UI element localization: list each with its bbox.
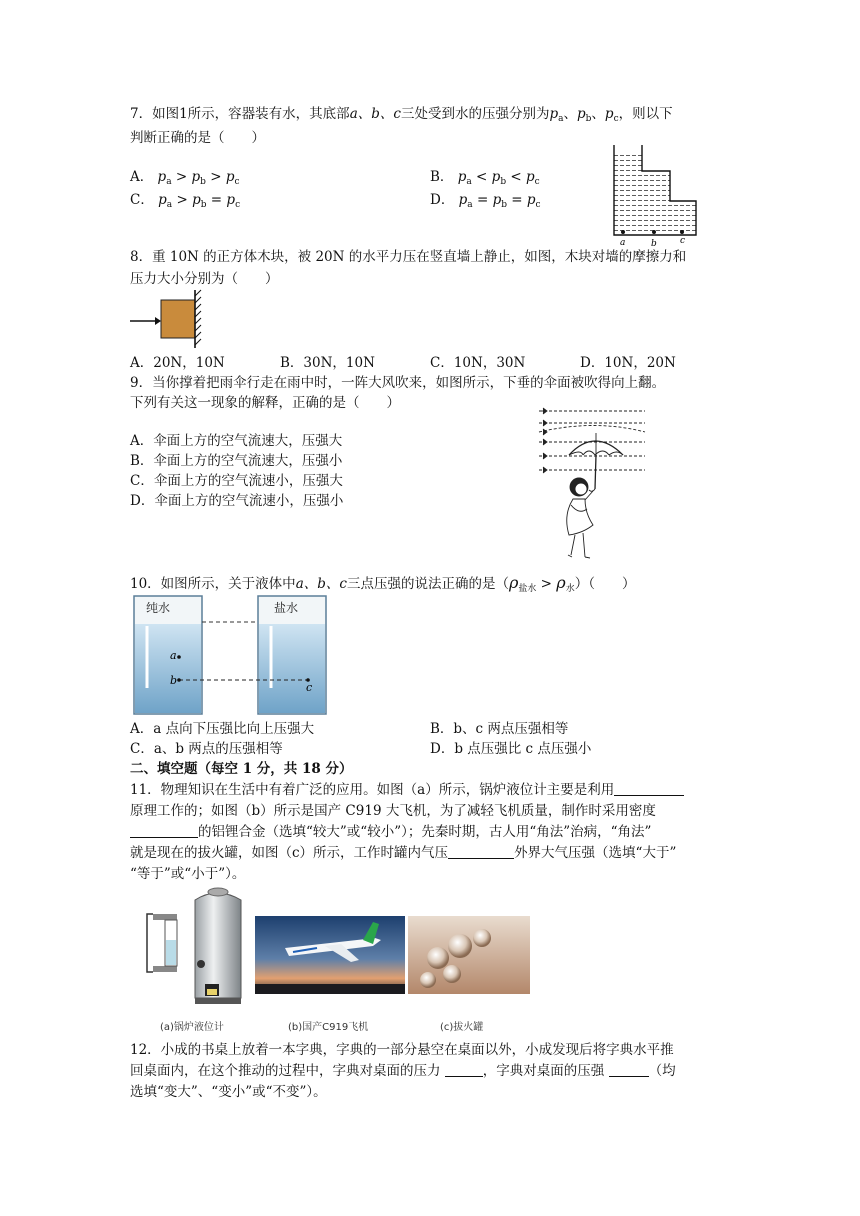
q11-caption-c: (c)拔火罐 [440, 1022, 484, 1033]
q11-line4: 就是现在的拔火罐，如图（c）所示，工作时罐内气压 外界大气压强（选填“大于” [130, 845, 677, 861]
q10-point-b: b [170, 674, 178, 687]
q10-option-d[interactable]: D．b 点压强比 c 点压强小 [430, 741, 592, 757]
q7-pb: p [576, 106, 586, 122]
q10-point-c: c [306, 681, 313, 694]
q11-blank-3[interactable] [448, 844, 514, 859]
q12-line3: 选填“变大”、“变小”或“不变”）。 [130, 1084, 327, 1100]
q11-caption-a: (a)锅炉液位计 [160, 1022, 224, 1033]
q8-stem-line2: 压力大小分别为（ ） [130, 271, 279, 287]
q12-blank-1[interactable] [445, 1062, 483, 1077]
q9-umbrella-figure [535, 405, 650, 565]
q7-label-a: a [620, 238, 626, 248]
q11-caption-b: (b)国产C919飞机 [288, 1022, 369, 1033]
q8-option-b[interactable]: B．30N，10N [280, 355, 375, 371]
q8-option-c[interactable]: C．10N，30N [430, 355, 526, 371]
q8-option-d[interactable]: D．10N，20N [580, 355, 676, 371]
q7-option-c[interactable]: C． $p_a > p_b = p_c$ [130, 192, 241, 210]
q11-boiler-figure [145, 886, 253, 1011]
q7-stem-line2: 判断正确的是（ ） [130, 130, 265, 146]
q7-option-a[interactable]: A． $p_a > p_b > p_c$ [130, 169, 240, 187]
q9-stem-line2: 下列有关这一现象的解释，正确的是（ ） [130, 395, 400, 411]
q11-blank-2[interactable] [130, 823, 198, 838]
q9-option-d[interactable]: D．伞面上方的空气流速小，压强小 [130, 493, 344, 509]
q10-stem: 10．如图所示，关于液体中a、b、c三点压强的说法正确的是$(\rho_{盐水} > \rho_水)$（ ） [130, 573, 636, 594]
q12-blank-2[interactable] [609, 1062, 649, 1077]
q10-option-c[interactable]: C．a、b 两点的压强相等 [130, 741, 283, 757]
q7-pc: p [604, 106, 614, 122]
q11-line3: 的铝锂合金（选填“较大”或“较小”）；先秦时期，古人用“角法”治病，“角法” [130, 822, 651, 842]
q12-line2: 回桌面内，在这个推动的过程中，字典对桌面的压力 ，字典对桌面的压强 （均 [130, 1063, 676, 1079]
q11-line5: “等于”或“小于”）。 [130, 866, 246, 882]
section-title: 二、填空题（每空 1 分，共 18 分） [130, 761, 353, 777]
q7-stem-text: 三处受到水的压强分别为 [400, 106, 550, 122]
q9-option-c[interactable]: C．伞面上方的空气流速小，压强大 [130, 473, 343, 489]
q9-option-b[interactable]: B．伞面上方的空气流速大，压强小 [130, 453, 343, 469]
q9-stem-line1: 9．当你撑着把雨伞行走在雨中时，一阵大风吹来，如图所示，下垂的伞面被吹得向上翻。 [130, 375, 666, 391]
q10-label-pure-water: 纯水 [146, 601, 171, 615]
q8-option-a[interactable]: A．20N，10N [130, 355, 225, 371]
q7-vars: a、b、c [349, 106, 401, 122]
q8-block-figure [130, 290, 210, 350]
q10-option-a[interactable]: A．a 点向下压强比向上压强大 [130, 721, 315, 737]
q7-label-c: c [680, 236, 686, 246]
q7-container-figure [608, 143, 700, 248]
q8-stem-line1: 8．重 10N 的正方体木块，被 20N 的水平力压在竖直墙上静止，如图，木块对墙的摩擦力和 [130, 249, 687, 265]
q10-liquid-figure [132, 594, 357, 716]
q10-option-b[interactable]: B．b、c 两点压强相等 [430, 721, 569, 737]
q11-blank-1[interactable] [614, 781, 684, 796]
q7-option-d[interactable]: D． $p_a = p_b = p_c$ [430, 192, 541, 210]
q12-line1: 12．小成的书桌上放着一本字典，字典的一部分悬空在桌面以外，小成发现后将字典水平推 [130, 1042, 674, 1058]
q11-plane-figure [255, 916, 405, 994]
q9-option-a[interactable]: A．伞面上方的空气流速大，压强大 [130, 433, 343, 449]
q7-option-b[interactable]: B． $p_a < p_b < p_c$ [430, 169, 540, 187]
q7-label-b: b [651, 239, 657, 249]
q7-stem-text: 7．如图1所示，容器装有水，其底部 [130, 106, 350, 122]
q11-line2: 原理工作的；如图（b）所示是国产 C919 大飞机，为了减轻飞机质量，制作时采用密度 [130, 803, 656, 819]
q10-label-salt-water: 盐水 [274, 601, 299, 615]
q10-point-a: a [170, 649, 177, 662]
q11-cupping-figure [408, 916, 530, 994]
q11-line1: 11．物理知识在生活中有着广泛的应用。如图（a）所示，锅炉液位计主要是利用 [130, 780, 684, 800]
q7-pa: p [549, 106, 559, 122]
q7-stem-line1: 7．如图1所示，容器装有水，其底部a、b、c三处受到水的压强分别为$p_a$、$p_b$、$p_c$，则以下 [130, 106, 673, 124]
